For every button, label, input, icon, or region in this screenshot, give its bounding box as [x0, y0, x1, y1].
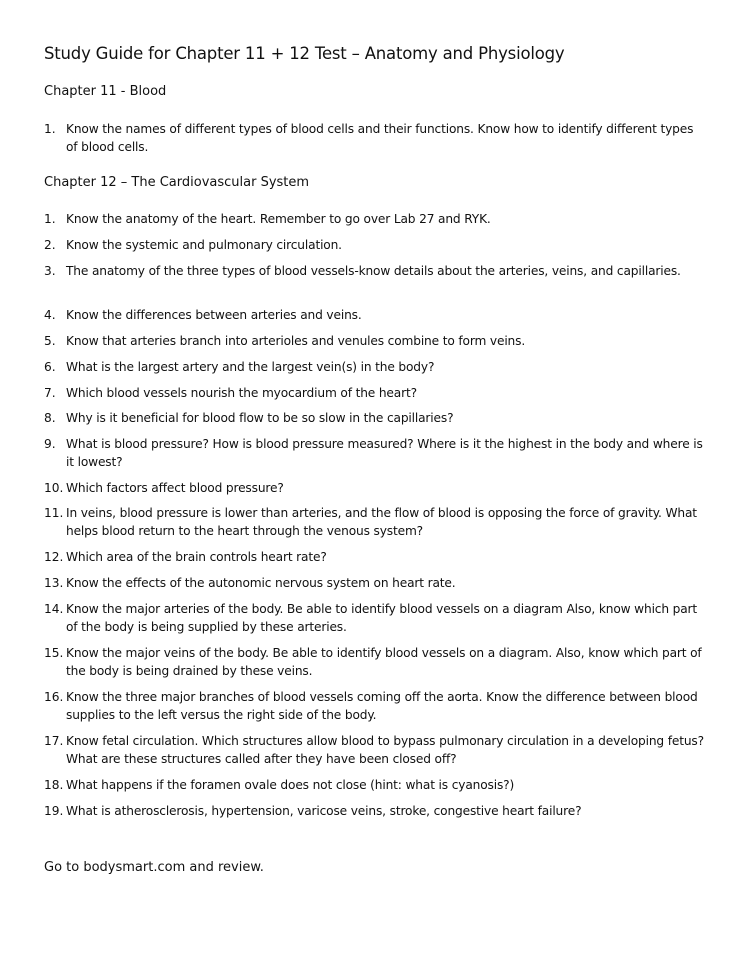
item-text: Know the effects of the autonomic nervous system on heart rate. [66, 576, 456, 590]
list-item [44, 548, 704, 566]
item-text: What is blood pressure? How is blood pressure measured? Where is it the highest in the body and where is it lowest? [66, 437, 703, 469]
item-text: The anatomy of the three types of blood vessels-know details about the arteries, veins, and capillaries. [66, 264, 681, 278]
item-number: 6. [44, 360, 56, 374]
item-number: 17. [44, 734, 64, 748]
item-text: Know the three major branches of blood vessels coming off the aorta. Know the difference between blood supplies to the left versus the right side of the body. [66, 690, 698, 722]
item-number: 4. [44, 308, 56, 322]
item-number: 2. [44, 238, 56, 252]
item-number: 9. [44, 437, 56, 451]
list-item [44, 435, 704, 471]
list-item [44, 306, 704, 324]
chapter-12-heading: Chapter 12 – The Cardiovascular System [44, 175, 310, 190]
item-text: Know the anatomy of the heart. Remember to go over Lab 27 and RYK. [66, 212, 491, 226]
item-number: 14. [44, 602, 64, 616]
list-item [44, 384, 704, 402]
item-text: Know the names of different types of blood cells and their functions. Know how to identify different types of blood cells. [66, 122, 694, 154]
item-text: Know the differences between arteries and veins. [66, 308, 362, 322]
item-number: 1. [44, 212, 56, 226]
list-item [44, 504, 704, 540]
item-text: What is the largest artery and the largest vein(s) in the body? [66, 360, 435, 374]
item-number: 19. [44, 804, 64, 818]
item-number: 5. [44, 334, 56, 348]
page-title: Study Guide for Chapter 11 + 12 Test – Anatomy and Physiology [44, 44, 565, 63]
item-text: What happens if the foramen ovale does not close (hint: what is cyanosis?) [66, 778, 515, 792]
item-text: Why is it beneficial for blood flow to be so slow in the capillaries? [66, 411, 454, 425]
item-number: 7. [44, 386, 56, 400]
list-item [44, 236, 704, 254]
item-number: 16. [44, 690, 64, 704]
list-item [44, 262, 704, 280]
item-number: 13. [44, 576, 64, 590]
item-text: Which factors affect blood pressure? [66, 481, 284, 495]
item-text: In veins, blood pressure is lower than arteries, and the flow of blood is opposing the force of gravity. What helps blood return to the heart through the venous system? [66, 506, 697, 538]
item-number: 12. [44, 550, 64, 564]
list-item [44, 358, 704, 376]
item-text: Which blood vessels nourish the myocardium of the heart? [66, 386, 417, 400]
item-number: 10. [44, 481, 64, 495]
item-number: 11. [44, 506, 64, 520]
list-item [44, 574, 704, 592]
item-number: 8. [44, 411, 56, 425]
list-item [44, 600, 704, 636]
list-item [44, 776, 704, 794]
list-item [44, 479, 704, 497]
item-text: Which area of the brain controls heart rate? [66, 550, 327, 564]
item-text: Know the systemic and pulmonary circulation. [66, 238, 342, 252]
list-item [44, 332, 704, 350]
item-text: Know that arteries branch into arterioles and venules combine to form veins. [66, 334, 526, 348]
item-text: Know the major veins of the body. Be able to identify blood vessels on a diagram. Also, know which part of the body is being drained by these veins. [66, 646, 702, 678]
list-item [44, 732, 704, 768]
list-item [44, 802, 704, 820]
item-number: 15. [44, 646, 64, 660]
list-item [44, 210, 704, 228]
chapter-11-heading: Chapter 11 - Blood [44, 84, 167, 99]
list-item [44, 644, 704, 680]
item-text: Know fetal circulation. Which structures allow blood to bypass pulmonary circulation in a developing fetus? What are these structures called after they have been closed off? [66, 734, 704, 766]
list-item [44, 688, 704, 724]
item-number: 3. [44, 264, 56, 278]
item-text: Know the major arteries of the body. Be able to identify blood vessels on a diagram Also, know which part of the body is being supplied by these arteries. [66, 602, 698, 634]
footer-note: Go to bodysmart.com and review. [44, 860, 264, 875]
item-number: 1. [44, 122, 56, 136]
list-item [44, 409, 704, 427]
item-text: What is atherosclerosis, hypertension, varicose veins, stroke, congestive heart failure? [66, 804, 582, 818]
list-item [44, 120, 704, 156]
item-number: 18. [44, 778, 64, 792]
